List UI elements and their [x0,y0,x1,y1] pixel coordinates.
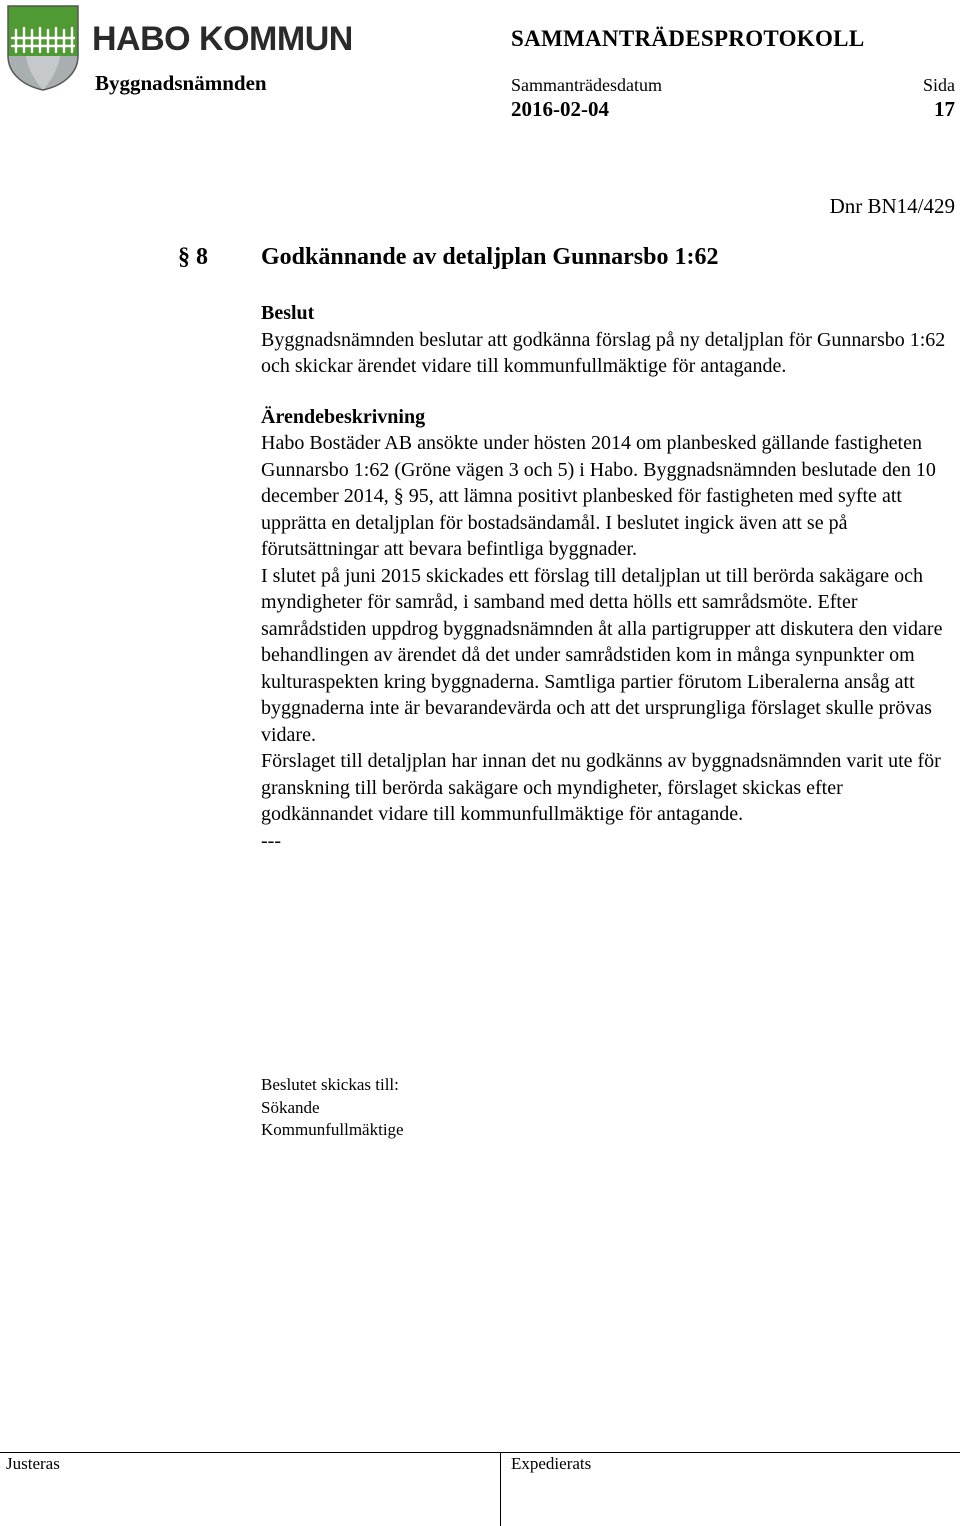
footer-column-divider [500,1452,501,1526]
brand-name: HABO KOMMUN [92,20,353,58]
footer-divider-line [0,1452,960,1453]
section-number: § 8 [178,244,208,270]
footer-justeras-label: Justeras [6,1454,60,1473]
case-paragraph: Habo Bostäder AB ansökte under hösten 2014 om planbesked gällande fastigheten Gunnarsbo 1:62 (Gröne vägen 3 och 5) i Habo. Byggnadsnämnden beslutade den 10 december 2014, § 95, att lämna positivt planbesked för fastigheten med syfte att upprätta en detaljplan för bostadsändamål. I beslutet ingick även att se på förutsättningar att bevara befintliga byggnader. [261,432,936,560]
distribution-label: Beslutet skickas till: [261,1075,399,1094]
footer-expedierats-label: Expedierats [511,1454,592,1473]
case-description-heading: Ärendebeskrivning [261,405,426,428]
distribution-list [261,1074,404,1142]
section-title: Godkännande av detaljplan Gunnarsbo 1:62 [261,244,719,270]
page-label: Sida [922,75,955,95]
decision-heading: Beslut [261,302,315,324]
end-marker: --- [261,829,281,852]
case-paragraph: I slutet på juni 2015 skickades ett förslag till detaljplan ut till berörda sakägare och myndigheter för samråd, i samband med detta hölls ett samrådsmöte. Efter samrådstiden uppdrog byggnadsnämnden åt alla partigrupper att diskutera den vidare behandlingen av ärendet då det under samrådstiden kom in många synpunkter om kulturaspekten kring byggnaderna. Samtliga partier förutom Liberalerna ansåg att byggnaderna inte är bevarandevärda och att det ursprungliga förslaget skulle prövas vidare. [261,564,943,746]
habo-coat-of-arms-icon [6,4,80,92]
distribution-recipient: Kommunfullmäktige [261,1120,404,1139]
case-paragraph: Förslaget till detaljplan har innan det nu godkänns av byggnadsnämnden varit ute för granskning till berörda sakägare och myndigheter, förslaget skickas efter godkännandet vidare till kommunfullmäktige för antagande. [261,750,941,825]
meeting-date-value: 2016-02-04 [511,97,609,121]
case-number: Dnr BN14/429 [829,194,955,218]
document-type: SAMMANTRÄDESPROTOKOLL [511,26,865,51]
committee-name: Byggnadsnämnden [95,71,267,95]
document-body [261,300,953,854]
page-number: 17 [934,97,955,121]
distribution-recipient: Sökande [261,1097,320,1117]
meeting-date-label: Sammanträdesdatum [511,75,662,95]
decision-text: Byggnadsnämnden beslutar att godkänna förslag på ny detaljplan för Gunnarsbo 1:62 och skickar ärendet vidare till kommunfullmäktige för antagande. [261,328,946,377]
